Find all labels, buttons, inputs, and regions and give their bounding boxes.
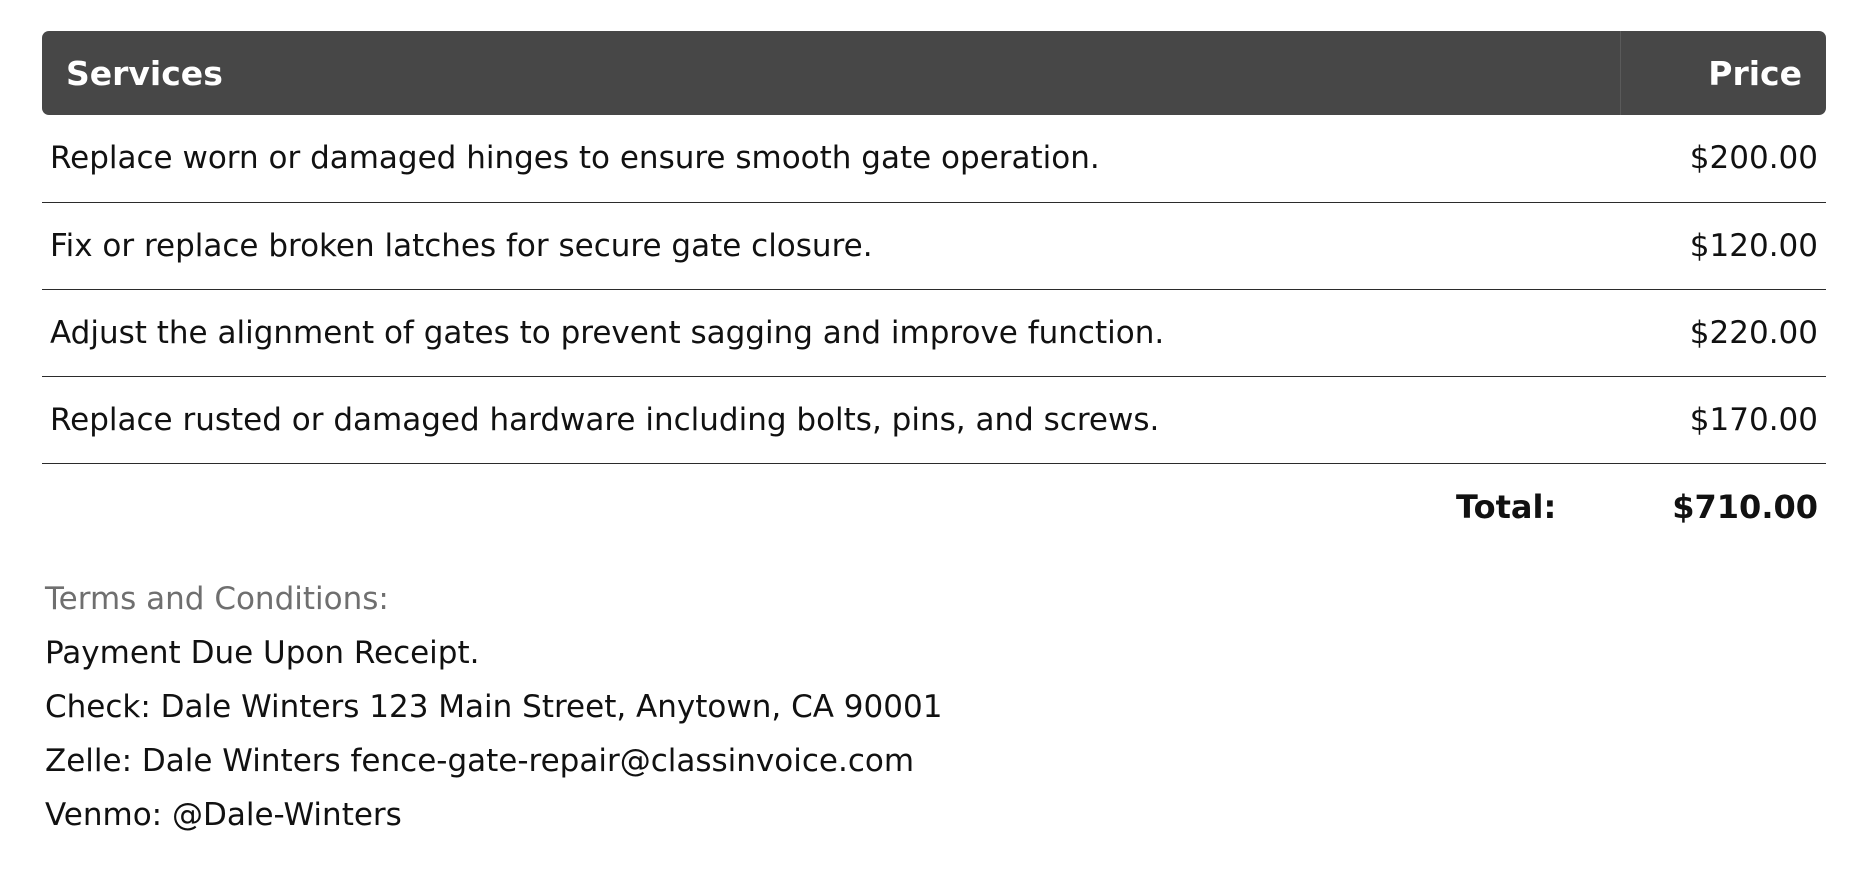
service-description: Fix or replace broken latches for secure gate closure.: [42, 202, 1620, 289]
service-price: $120.00: [1620, 202, 1826, 289]
terms-venmo: Venmo: @Dale-Winters: [45, 796, 402, 833]
total-label: Total:: [1456, 487, 1557, 526]
table-row: [42, 289, 1826, 376]
service-price: $200.00: [1620, 115, 1826, 202]
table-row: [42, 376, 1826, 463]
table-header-row: [42, 31, 1826, 115]
terms-check: Check: Dale Winters 123 Main Street, Anytown, CA 90001: [45, 688, 943, 725]
service-description: Replace worn or damaged hinges to ensure smooth gate operation.: [42, 115, 1620, 202]
total-row: [42, 464, 1826, 550]
invoice: [42, 31, 1826, 842]
terms-zelle: Zelle: Dale Winters fence-gate-repair@classinvoice.com: [45, 742, 915, 779]
total-value: $710.00: [1672, 487, 1818, 526]
service-description: Adjust the alignment of gates to prevent sagging and improve function.: [42, 289, 1620, 376]
service-price: $220.00: [1620, 289, 1826, 376]
service-price: $170.00: [1620, 376, 1826, 463]
services-table: [42, 31, 1826, 464]
terms-title: Terms and Conditions:: [45, 580, 389, 617]
services-column-header: Services: [42, 31, 1620, 115]
table-row: [42, 115, 1826, 202]
table-row: [42, 202, 1826, 289]
terms-and-conditions: [42, 572, 1826, 842]
service-description: Replace rusted or damaged hardware including bolts, pins, and screws.: [42, 376, 1620, 463]
terms-payment-due: Payment Due Upon Receipt.: [45, 634, 480, 671]
price-column-header: Price: [1620, 31, 1826, 115]
